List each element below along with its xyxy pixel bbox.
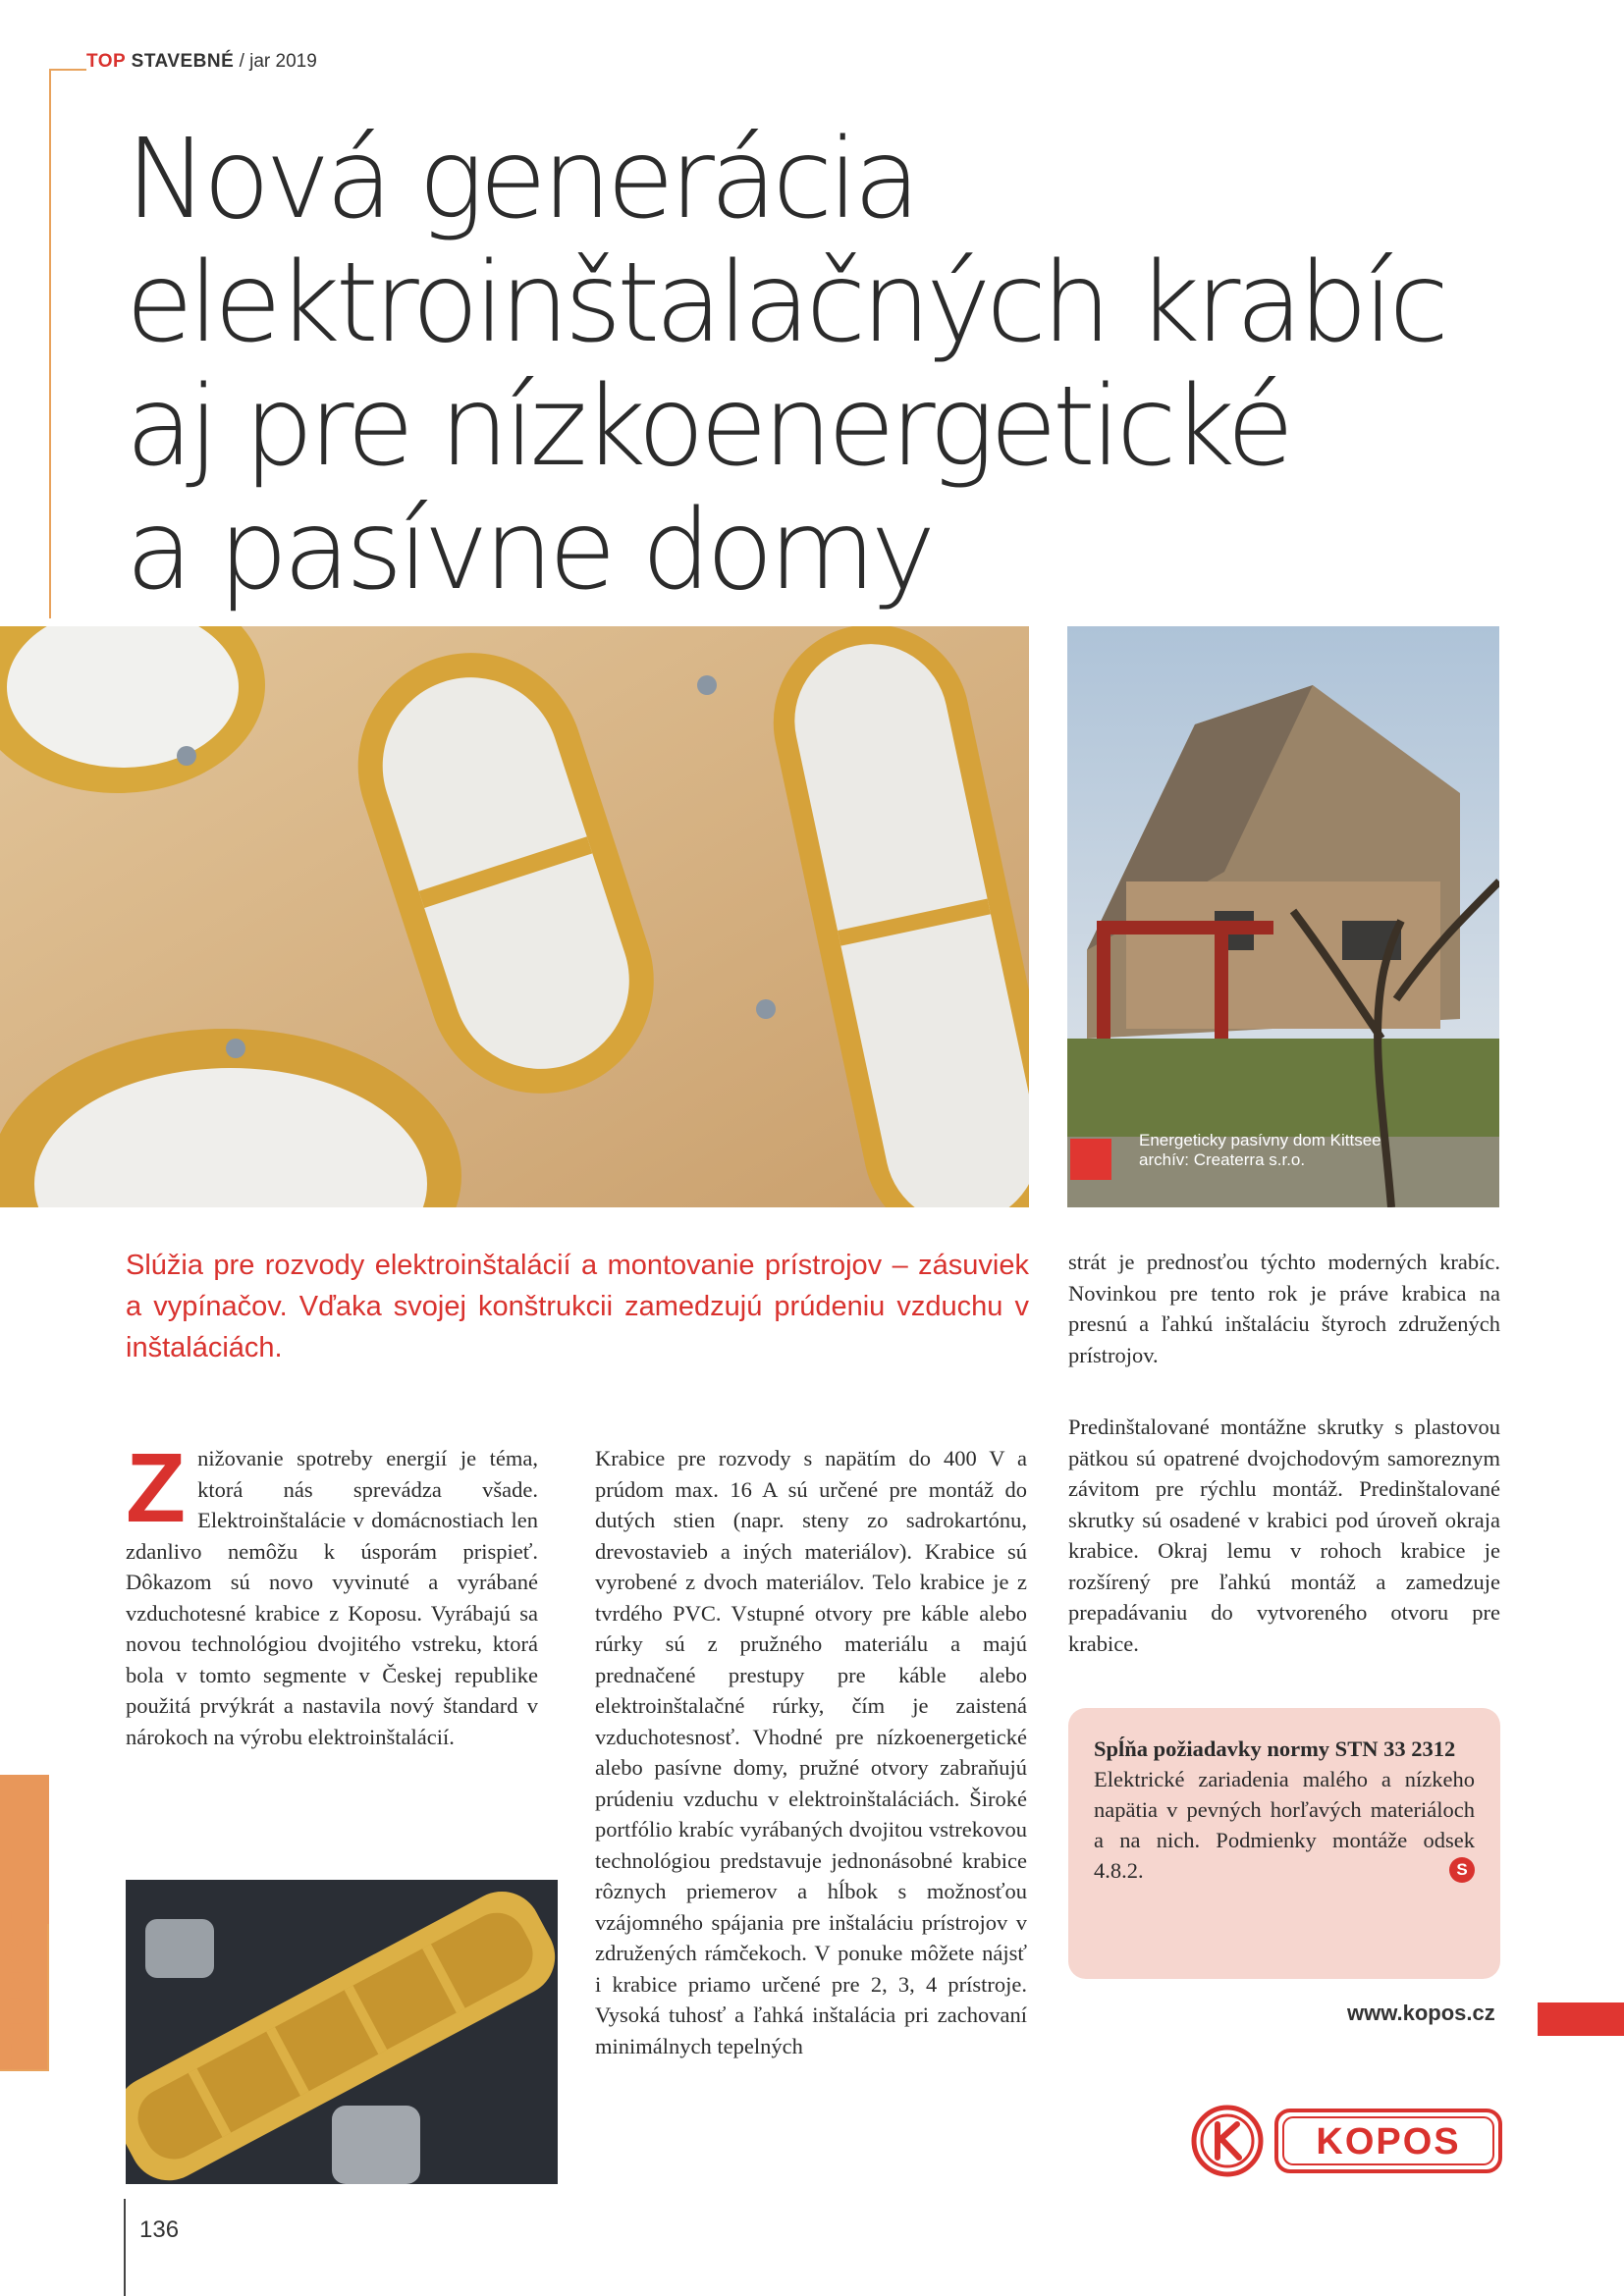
title-line: elektroinštalačných krabíc [126,240,1444,367]
photo-box-product [126,1880,558,2184]
box-product-illustration [126,1880,558,2184]
sponsored-s-icon: S [1449,1857,1475,1883]
title-line: aj pre nízkoenergetické [126,363,1290,491]
magazine-brand: TOP STAVEBNÉ [86,51,235,72]
lead-paragraph: Slúžia pre rozvody elektroinštalácií a montovanie prístrojov – zásuviek a vypínačov. Vďaka svojej konštrukcii zamedzujú prúdeniu vzduchu v inštaláciách. [126,1250,1029,1363]
footer-line [124,2199,126,2296]
article-title [126,118,1520,613]
caption-line: Energeticky pasívny dom Kittsee [1139,1131,1381,1149]
section-guide-line [47,1924,49,2071]
header-separator: / [239,51,244,72]
photo-electrical-boxes [0,626,1029,1207]
article-paragraph: nižovanie spotreby energií je téma, ktorá nás sprevádza všade. Elektroinštalácie v domácnostiach len zdanlivo nemôžu k úsporám prispieť. Dôkazom sú novo vyvinuté a vyrábané vzduchotesné krabice z Koposu. Vyrábajú sa novou technológiou dvojitého vstreku, ktorá bola v tomto segmente v Českej republike použitá prvýkrát a nastavila nový štandard v nárokoch na výrobu elektroinštalácií. [126,1446,538,1749]
issue-label: jar 2019 [249,51,317,72]
callout-text: Elektrické zariadenia malého a nízkeho napätia v pevných horľavých materiáloch a na nich. Podmienky montáže odsek 4.8.2. [1094,1767,1475,1883]
callout-body [1094,1764,1475,1886]
dropcap: Z [126,1433,187,1543]
title-line: a pasívne domy [126,487,932,614]
article-column-2 [595,1443,1027,2061]
article-column-3-top [1068,1247,1500,1370]
page-number: 136 [139,2216,180,2243]
article-paragraph: Krabice pre rozvody s napätím do 400 V a prúdom max. 16 A sú určené pre montáž do dutých stien (napr. steny zo sadrokartónu, drevostavieb a iných materiálov). Krabice sú vyrobené z dvoch materiálov. Telo krabice je z tvrdého PVC. Vstupné otvory pre káble alebo rúrky sú z pružného materiálu a majú prednačené prestupy pre káble alebo elektroinštalačné rúrky, čím je zaistená vzduchotesnosť. Vhodné pre nízkoenergetické alebo pasívne domy, pružné otvory zabraňujú prúdeniu vzduchu v elektroinštaláciách. Široké portfólio krabíc vyrábaných dvojitou vstrekovou technológiou predstavuje jednonásobné krabice rôznych priemerov a hĺbok s možnosťou vzájomného spájania pre inštaláciu prístrojov v združených rámčekoch. V ponuke môžete nájsť i krabice priamo určené pre 2, 3, 4 prístroje. Vysoká tuhosť a ľahká inštalácia pri zachovaní minimálnych tepelných [595,1446,1027,2058]
article-paragraph: Predinštalované montážne skrutky s plastovou pätkou sú opatrené dvojchodovým samoreznym závitom pre rýchlu montáž. Predinštalované skrutky sú osadené v krabici pod úroveň okraja krabice. Okraj lemu v rohoch krabice je rozšírený pre ľahkú montáž a zamedzuje prepadávaniu do vytvoreného otvoru pre krabice. [1068,1415,1500,1656]
header-guide-tick [49,69,86,71]
caption-line: archív: Createrra s.r.o. [1139,1150,1306,1169]
standard-callout-box [1068,1708,1500,1979]
kopos-logo [1190,2103,1504,2179]
accent-bar [1538,2002,1624,2036]
photo-passive-house [1067,626,1499,1207]
callout-title: Spĺňa požiadavky normy STN 33 2312 [1094,1736,1456,1761]
title-line: Nová generácia [126,116,916,243]
caption-marker [1070,1139,1111,1180]
article-paragraph: strát je prednosťou týchto moderných krabíc. Novinkou pre tento rok je práve krabica na presnú a ľahkú inštaláciu štyroch združených prístrojov. [1068,1250,1500,1367]
header-guide-line [49,69,51,618]
passive-house-illustration [1067,626,1499,1207]
electrical-boxes-illustration [0,626,1029,1207]
magazine-header [86,51,317,73]
photo-caption [1139,1131,1381,1170]
article-column-3 [1068,1412,1500,1659]
website-link[interactable]: www.kopos.cz [1347,2001,1495,2025]
section-label: TECHNOLÓGIE [6,1908,28,2069]
logo-text: KOPOS [1316,2121,1461,2163]
kopos-logo-graphic [1190,2103,1504,2179]
section-guide-line [0,2069,49,2071]
article-column-1 [126,1433,538,1752]
